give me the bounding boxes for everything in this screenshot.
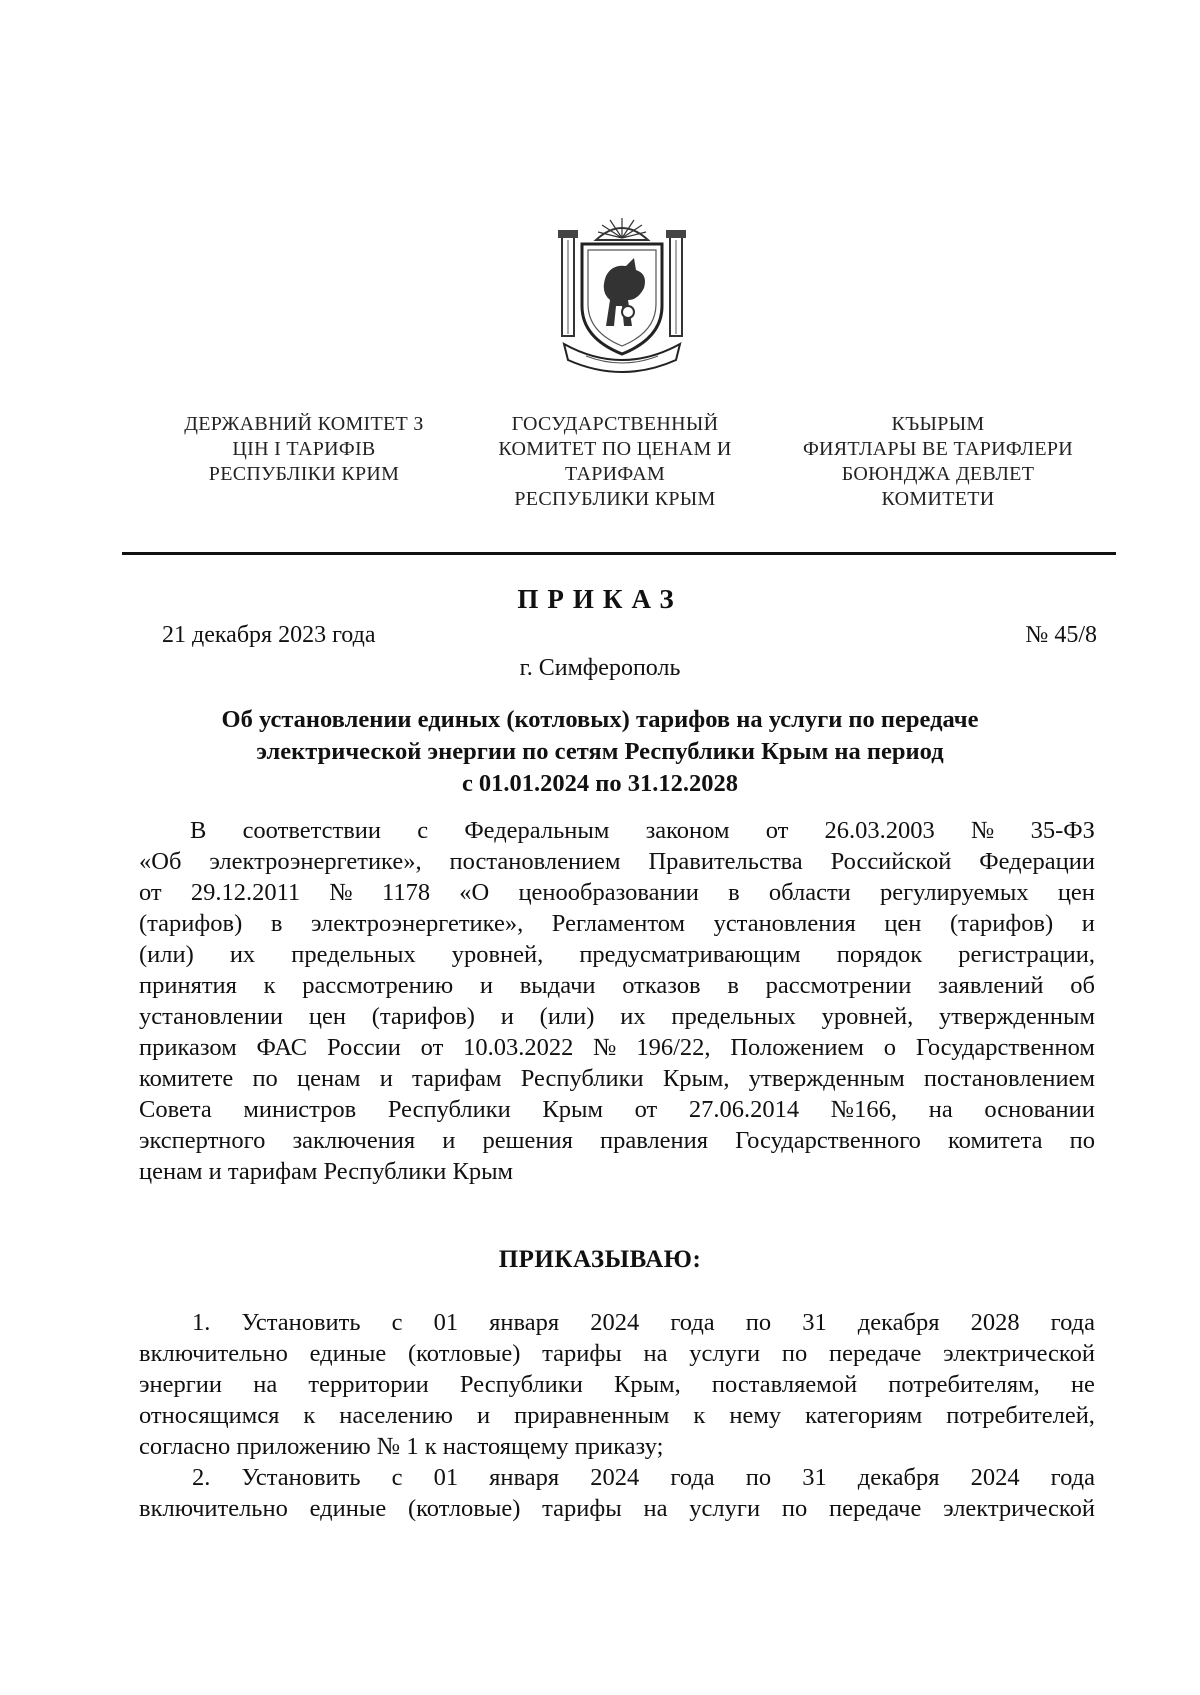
word: основании	[984, 1096, 1095, 1123]
word: января	[489, 1464, 560, 1491]
word: передаче	[829, 1340, 922, 1367]
word: энергии	[139, 1371, 223, 1398]
word: приравненным	[514, 1402, 670, 1429]
word: Федеральным	[464, 817, 610, 844]
word: предельных	[671, 1003, 796, 1030]
preamble-line	[139, 1096, 1095, 1124]
header-org-ukrainian	[148, 412, 460, 487]
word: (тарифов)	[371, 1003, 475, 1030]
word: утвержденным	[938, 1003, 1095, 1030]
word: 1.	[192, 1309, 211, 1336]
word: Республики	[387, 1096, 511, 1123]
word: к	[693, 1402, 706, 1429]
item2-line	[139, 1495, 1095, 1523]
word: по	[745, 1309, 772, 1336]
word: отказов	[622, 972, 701, 999]
word: Крым,	[662, 1065, 730, 1092]
word: рассмотрению	[302, 972, 454, 999]
word: установлении	[139, 1003, 284, 1030]
word: предельных	[291, 941, 416, 968]
word: Федерации	[979, 848, 1095, 875]
word: России	[326, 1034, 401, 1061]
header-crh-line: КЪЫРЫМ	[891, 413, 985, 435]
word: Правительства	[648, 848, 803, 875]
word: «О	[459, 879, 490, 906]
word: 196/22,	[636, 1034, 711, 1061]
word: выдачи	[519, 972, 596, 999]
word: в	[728, 879, 740, 906]
word: уровней,	[821, 1003, 914, 1030]
word: населению	[339, 1402, 453, 1429]
word: цен	[1057, 879, 1095, 906]
word: Установить	[241, 1464, 361, 1491]
word: «Об	[139, 848, 182, 875]
word: к	[303, 1402, 316, 1429]
order-heading: ПРИКАЗЫВАЮ:	[498, 1246, 702, 1273]
header-crh-line: ФИЯТЛАРЫ ВЕ ТАРИФЛЕРИ	[802, 438, 1074, 460]
word: приказом	[139, 1034, 237, 1061]
word: (или)	[139, 941, 194, 968]
word: 01	[433, 1309, 459, 1336]
header-ru-line: ТАРИФАМ	[564, 463, 666, 485]
word: в	[727, 972, 739, 999]
word: №166,	[830, 1096, 898, 1123]
header-org-russian	[470, 412, 760, 512]
word: и	[479, 972, 494, 999]
word: категориям	[805, 1402, 923, 1429]
word: В	[190, 817, 207, 844]
word: и	[379, 1065, 393, 1092]
word: по	[745, 1464, 772, 1491]
word: 27.06.2014	[688, 1096, 800, 1123]
word: предусматривающим	[579, 941, 801, 968]
word: их	[229, 941, 256, 968]
header-crh-line: БОЮНДЖА ДЕВЛЕТ	[841, 463, 1035, 485]
header-ua-line: РЕСПУБЛІКИ КРИМ	[208, 463, 400, 485]
word: принятия	[139, 972, 237, 999]
word: передаче	[829, 1495, 922, 1522]
word: Крым	[542, 1096, 603, 1123]
word: тарифы	[542, 1340, 622, 1367]
word: Крым,	[614, 1371, 681, 1398]
word: услуги	[689, 1495, 761, 1522]
word: года	[670, 1464, 715, 1491]
word: ценам	[297, 1065, 361, 1092]
word: электроэнергетике»,	[209, 848, 422, 875]
word: (котловые)	[407, 1495, 521, 1522]
word: регулируемых	[879, 879, 1029, 906]
word: к	[263, 972, 276, 999]
word: с	[391, 1464, 403, 1491]
word: министров	[243, 1096, 357, 1123]
word: 2024	[590, 1464, 640, 1491]
word: потребителей,	[946, 1402, 1095, 1429]
word: комитете	[139, 1065, 234, 1092]
word: цен	[308, 1003, 346, 1030]
word: Положением	[730, 1034, 864, 1061]
word: потребителям,	[888, 1371, 1040, 1398]
word: включительно	[139, 1340, 288, 1367]
word: 35-ФЗ	[1030, 817, 1095, 844]
header-ua-line: ЦІН І ТАРИФІВ	[232, 438, 376, 460]
word: законом	[645, 817, 730, 844]
header-ru-line: ГОСУДАРСТВЕННЫЙ	[511, 413, 719, 435]
word: цен	[884, 910, 922, 937]
item1-line: согласно приложению № 1 к настоящему приказу;	[139, 1433, 664, 1460]
word: 31	[802, 1309, 827, 1336]
document-title: ПРИКАЗ	[517, 584, 683, 614]
word: Регламентом	[551, 910, 686, 937]
word: года	[1050, 1464, 1095, 1491]
word: единые	[309, 1495, 387, 1522]
header-ru-line: РЕСПУБЛИКИ КРЫМ	[514, 488, 716, 510]
word: №	[329, 879, 353, 906]
preamble-line	[139, 1003, 1095, 1031]
word: Республики	[520, 1065, 644, 1092]
word: соответствии	[242, 817, 381, 844]
coat-of-arms-emblem	[556, 214, 688, 378]
word: постановлением	[923, 1065, 1095, 1092]
word: и	[442, 1127, 456, 1154]
word: электроэнергетике»,	[310, 910, 524, 937]
word: по	[781, 1495, 808, 1522]
word: правления	[599, 1127, 709, 1154]
word: года	[1050, 1309, 1095, 1336]
header-org-crimean-tatar	[788, 412, 1088, 512]
word: (котловые)	[407, 1340, 521, 1367]
preamble-line	[139, 1127, 1095, 1155]
word: Совета	[139, 1096, 212, 1123]
word: заключения	[292, 1127, 416, 1154]
word: тарифам	[412, 1065, 502, 1092]
word: по	[1069, 1127, 1095, 1154]
word: области	[768, 879, 851, 906]
word: нему	[729, 1402, 782, 1429]
word: и	[476, 1402, 491, 1429]
word: экспертного	[139, 1127, 266, 1154]
header-crh-line: КОМИТЕТИ	[881, 488, 995, 510]
word: 29.12.2011	[190, 879, 301, 906]
word: по	[781, 1340, 808, 1367]
word: Государственном	[915, 1034, 1095, 1061]
word: и	[500, 1003, 514, 1030]
item1-line	[192, 1309, 1095, 1337]
word: о	[883, 1034, 896, 1061]
subject-line: электрической энергии по сетям Республики Крым на период	[256, 738, 944, 765]
word: на	[928, 1096, 953, 1123]
word: января	[489, 1309, 560, 1336]
preamble-line	[139, 972, 1095, 1000]
word: 2024	[590, 1309, 640, 1336]
word: уровней,	[451, 941, 544, 968]
word: решения	[482, 1127, 573, 1154]
preamble-line	[139, 1065, 1095, 1093]
word: заявлений	[938, 972, 1044, 999]
word: услуги	[689, 1340, 761, 1367]
word: территории	[308, 1371, 429, 1398]
word: рассмотрении	[765, 972, 912, 999]
word: 31	[802, 1464, 827, 1491]
word: не	[1070, 1371, 1095, 1398]
word: 2.	[192, 1464, 211, 1491]
preamble-line: ценам и тарифам Республики Крым	[139, 1158, 514, 1185]
word: 10.03.2022	[463, 1034, 574, 1061]
word: относящимся	[139, 1402, 280, 1429]
word: постановлением	[449, 848, 621, 875]
word: Государственного	[735, 1127, 921, 1154]
word: на	[643, 1340, 668, 1367]
preamble-line	[190, 817, 1095, 845]
item1-line	[139, 1340, 1095, 1368]
word: об	[1070, 972, 1095, 999]
word: с	[417, 817, 429, 844]
preamble-line	[139, 848, 1095, 876]
word: установления	[713, 910, 856, 937]
item1-line	[139, 1402, 1095, 1430]
preamble-line	[139, 1034, 1095, 1062]
document-number: № 45/8	[1025, 622, 1097, 648]
subject-line: с 01.01.2024 по 31.12.2028	[461, 770, 739, 797]
word: Установить	[241, 1309, 361, 1336]
word: регистрации,	[958, 941, 1095, 968]
header-divider	[122, 552, 1116, 555]
word: от	[139, 879, 162, 906]
word: на	[253, 1371, 278, 1398]
word: электрической	[943, 1495, 1095, 1522]
word: их	[620, 1003, 646, 1030]
word: (или)	[539, 1003, 595, 1030]
document-subject	[170, 704, 1030, 800]
word: Российской	[830, 848, 952, 875]
word: от	[765, 817, 789, 844]
word: декабря	[857, 1309, 940, 1336]
header-ru-line: КОМИТЕТ ПО ЦЕНАМ И	[498, 438, 732, 460]
item1-line	[139, 1371, 1095, 1399]
word: с	[391, 1309, 403, 1336]
preamble-line	[139, 941, 1095, 969]
word: 26.03.2003	[824, 817, 935, 844]
word: включительно	[139, 1495, 288, 1522]
word: от	[420, 1034, 444, 1061]
subject-line: Об установлении единых (котловых) тарифов на услуги по передаче	[221, 706, 979, 733]
word: ФАС	[256, 1034, 308, 1061]
word: порядок	[836, 941, 923, 968]
word: года	[670, 1309, 715, 1336]
word: электрической	[943, 1340, 1095, 1367]
word: по	[252, 1065, 278, 1092]
word: ценообразовании	[518, 879, 699, 906]
word: тарифы	[542, 1495, 622, 1522]
word: 01	[433, 1464, 459, 1491]
item2-line	[192, 1464, 1095, 1492]
word: №	[593, 1034, 617, 1061]
word: в	[270, 910, 283, 937]
preamble-line	[139, 910, 1095, 938]
word: единые	[309, 1340, 387, 1367]
word: утвержденным	[748, 1065, 905, 1092]
word: и	[1081, 910, 1095, 937]
word: Республики	[459, 1371, 583, 1398]
word: декабря	[857, 1464, 940, 1491]
document-date: 21 декабря 2023 года	[162, 622, 376, 648]
word: №	[971, 817, 995, 844]
word: (тарифов)	[949, 910, 1054, 937]
word: от	[634, 1096, 658, 1123]
word: 2024	[970, 1464, 1020, 1491]
word: комитета	[948, 1127, 1043, 1154]
word: 1178	[381, 879, 431, 906]
word: на	[643, 1495, 668, 1522]
preamble-line	[139, 879, 1095, 907]
word: 2028	[970, 1309, 1020, 1336]
word: (тарифов)	[139, 910, 243, 937]
document-city: г. Симферополь	[519, 655, 681, 681]
header-ua-line: ДЕРЖАВНИЙ КОМІТЕТ З	[184, 413, 424, 435]
word: поставляемой	[711, 1371, 858, 1398]
